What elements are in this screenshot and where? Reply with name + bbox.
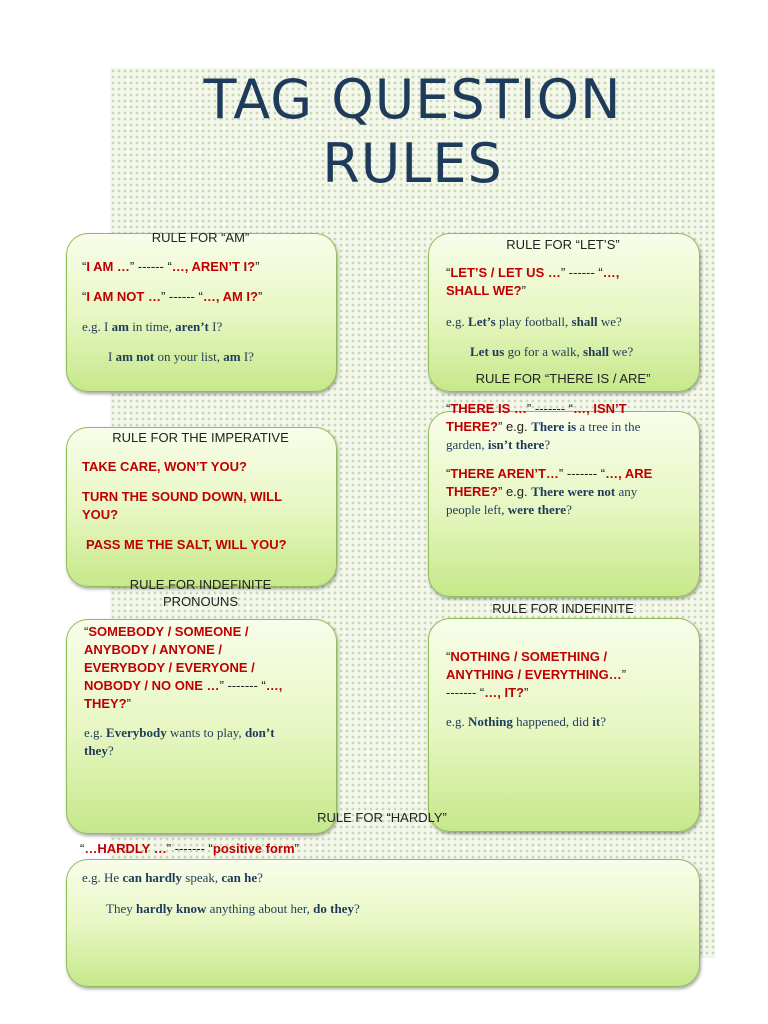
hardly-example-1: e.g. He can hardly speak, can he? bbox=[82, 870, 263, 885]
imperative-line-2: TURN THE SOUND DOWN, WILL YOU? bbox=[82, 489, 283, 522]
indefinite-2-rule: “NOTHING / SOMETHING / ANYTHING / EVERYTHING…” ------- “…, IT?” bbox=[446, 649, 627, 700]
rule-label-indefinite-1: RULE FOR INDEFINITE PRONOUNS bbox=[129, 577, 272, 609]
rule-label-indefinite-2: RULE FOR INDEFINITE bbox=[492, 601, 634, 616]
lets-example-1: e.g. Let’s play football, shall we? bbox=[446, 314, 622, 329]
am-example-1: e.g. I am in time, aren’t I? bbox=[82, 319, 223, 334]
imperative-line-3: PASS ME THE SALT, WILL YOU? bbox=[86, 537, 287, 552]
am-rule-2: “I AM NOT …” ------ “…, AM I?” bbox=[82, 289, 263, 304]
hardly-example-2: They hardly know anything about her, do they? bbox=[106, 901, 360, 916]
lets-rule: “LET’S / LET US …” ------ “…, SHALL WE?” bbox=[446, 265, 620, 298]
rule-label-hardly: RULE FOR “HARDLY” bbox=[317, 810, 447, 825]
indefinite-2-example: e.g. Nothing happened, did it? bbox=[446, 714, 606, 729]
indefinite-1-example: e.g. Everybody wants to play, don’t they? bbox=[84, 725, 275, 758]
rule-box-am bbox=[66, 233, 337, 392]
rule-label-am: RULE FOR “AM” bbox=[151, 230, 250, 245]
there-rule-2: “THERE AREN’T…” ------- “…, ARE THERE?” e.g. There were not any people left, were there? bbox=[446, 466, 653, 517]
title-line-2: RULES bbox=[322, 132, 503, 195]
rule-label-there: RULE FOR “THERE IS / ARE” bbox=[475, 371, 651, 386]
rule-label-lets: RULE FOR “LET’S” bbox=[506, 237, 620, 252]
title-line-1: TAG QUESTION bbox=[203, 68, 622, 131]
am-rule-1: “I AM …” ------ “…, AREN’T I?” bbox=[82, 259, 260, 274]
imperative-line-1: TAKE CARE, WON’T YOU? bbox=[82, 459, 247, 474]
indefinite-1-rule: “SOMEBODY / SOMEONE / ANYBODY / ANYONE / EVERYBODY / EVERYONE / NOBODY / NO ONE …” ------- “…, THEY?” bbox=[84, 624, 283, 711]
page-title bbox=[110, 68, 715, 196]
am-example-2: I am not on your list, am I? bbox=[108, 349, 254, 364]
there-rule-1: “THERE IS …” ------- “…, ISN’T THERE?” e.g. There is a tree in the garden, isn’t there? bbox=[446, 401, 641, 452]
rule-label-imperative: RULE FOR THE IMPERATIVE bbox=[112, 430, 289, 445]
lets-example-2: Let us go for a walk, shall we? bbox=[470, 344, 634, 359]
hardly-rule: “…HARDLY …” ------- “positive form” bbox=[80, 841, 299, 856]
